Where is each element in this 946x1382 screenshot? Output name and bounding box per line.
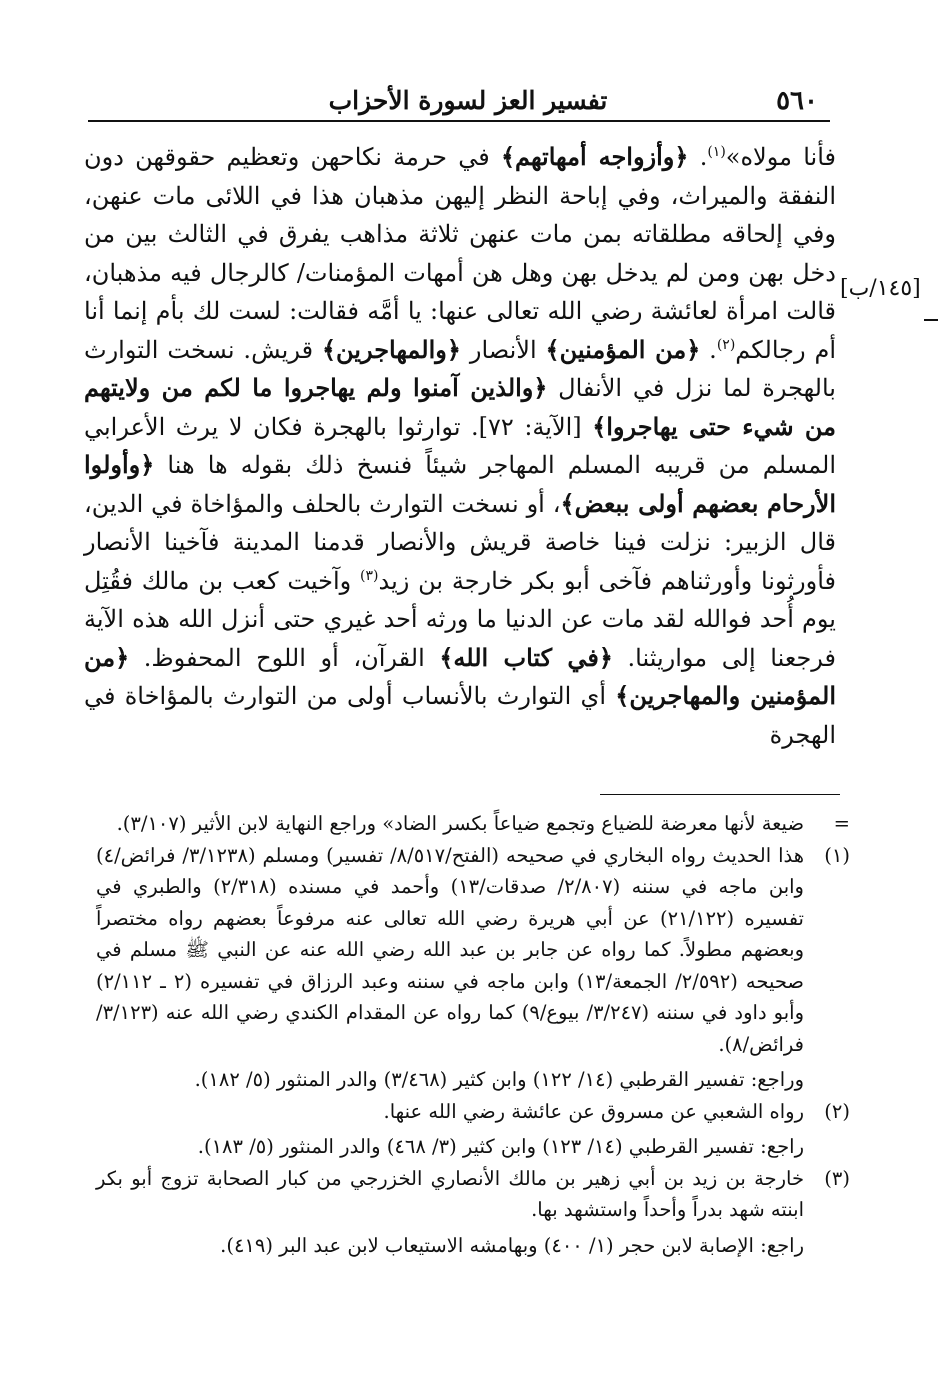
footnote-continuation xyxy=(96,808,850,840)
footnote-ref-2: (٢) xyxy=(716,336,736,353)
manuscript-folio-marker: [١٤٥/ب] xyxy=(840,276,921,301)
footnote-body xyxy=(96,1163,804,1262)
footnote-reference: راجع: الإصابة لابن حجر (١/ ٤٠٠) وبهامشه الاستيعاب لابن عبد البر (٤١٩). xyxy=(220,1233,804,1257)
quran-quote: ﴿وأولوا الأرحام بعضهم أولى ببعض﴾ xyxy=(84,450,836,518)
footnote-body xyxy=(96,840,804,1096)
text-segment: في حرمة نكاحهن وتعظيم حقوقهن دون النفقة والميراث، وفي إباحة النظر إليهن مذهبان هذا في اللائى مات عنهن، وفي إلحاقه مطلقاته بمن مات عنهن ثلاثة مذاهب يفرق في الثالث بين من دخل بهن ومن لم يدخل بهن وهل هن أمهات المؤمنات/ كالرجال فيه مذهبان، قالت امرأة لعائشة رضي الله تعالى عنها: يا أمَّه فقالت: لست لك بأم إنما أنا أم رجالكم xyxy=(84,143,837,364)
footnote-text: ضيعة لأنها معرضة للضياع وتجمع ضياعاً بكسر الضاد» وراجع النهاية لابن الأثير (٣/١٠٧). xyxy=(116,812,804,835)
footnote-2 xyxy=(96,1096,850,1163)
quran-quote: ﴿والمهاجرين﴾ xyxy=(321,334,461,364)
text-segment: . xyxy=(700,335,717,364)
footnote-reference: راجع: تفسير القرطبي (١٤/ ١٢٣) وابن كثير (٣/ ٤٦٨) والدر المنثور (٥/ ١٨٣). xyxy=(197,1135,804,1158)
text-segment: الأنصار xyxy=(460,335,546,364)
text-segment: ، أو نسخت التوارث بالحلف والمؤاخاة في الدين، قال الزبير: نزلت فينا خاصة قريش والأنصار قدمنا المدينة فآخينا الأنصار فأورثونا وأورثناهم فآخى أبو بكر خارجة بن زيد xyxy=(84,489,837,595)
footnote-3 xyxy=(96,1163,850,1262)
footnote-text: هذا الحديث رواه البخاري في صحيحه (الفتح/٨/٥١٧/ تفسير) ومسلم (٣/١٢٣٨/ فرائض/٤) وابن ماجه في سننه (٢/٨٠٧/ صدقات/١٣) وأحمد في مسنده (٢/٣١٨) والطبري في تفسيره (٢١/١٢٢) عن أبي هريرة رضي الله تعالى عنه مرفوعاً بعضهم رواه مختصراً وبعضهم مطولاً. كما رواه عن جابر بن عبد الله رضي الله عنه عن النبي ﷺ مسلم في صحيحه (٢/٥٩٢/ الجمعة/١٣) وابن ماجه في سننه وعبد الرزاق في تفسيره (٢ ـ ٢/١١٢) وأبو داود في سننه (٣/٢٤٧/ بيوع/٩) كما رواه عن المقدام الكندي رضي الله عنه (٣/١٢٣/ فرائض/٨). xyxy=(96,843,805,1056)
text-segment: . xyxy=(688,143,708,171)
text-segment: أي التوارث بالأنساب أولى من التوارث بالمؤاخاة في الهجرة xyxy=(84,682,836,749)
text-segment: [الآية: ٧٢]. توارثوا بالهجرة فكان لا يرث الأعرابي المسلم من قريبه المسلم المهاجر شيئاً فنسخ ذلك بقوله ها هنا xyxy=(84,412,836,479)
footnotes xyxy=(96,808,850,1261)
main-paragraph xyxy=(84,138,836,754)
footnote-mark: (١) xyxy=(824,843,850,867)
footnote-body xyxy=(96,808,804,840)
text-segment: قريش. نسخت التوارث بالهجرة لما نزل في الأنفال xyxy=(84,335,836,402)
text-segment: وآخيت كعب بن مالك فقُتِل يوم أُحد فوالله لقد مات عن الدنيا ما ورثه أحد غيري حتى أنزل الله هذه الآية فرجعنا إلى مواريثنا. xyxy=(84,566,836,672)
quran-quote: ﴿من المؤمنين﴾ xyxy=(545,334,701,364)
footnote-text: رواه الشعبي عن مسروق عن عائشة رضي الله عنها. xyxy=(383,1099,804,1123)
quran-quote: ﴿والذين آمنوا ولم يهاجروا ما لكم من ولايتهم من شيء حتى يهاجروا﴾ xyxy=(84,373,837,441)
footnote-divider xyxy=(600,794,840,795)
footnote-text: خارجة بن زيد بن أبي زهير بن مالك الأنصاري الخزرجي من كبار الصحابة تزوج أبو بكر ابنته شهد بدراً وأحداً واستشهد بها. xyxy=(96,1166,804,1221)
quran-quote: ﴿من المؤمنين والمهاجرين﴾ xyxy=(84,642,837,710)
margin-tick xyxy=(924,319,938,321)
footnote-mark: = xyxy=(833,812,850,835)
footnote-mark: (٢) xyxy=(824,1099,850,1123)
text-segment: القرآن، أو اللوح المحفوظ. xyxy=(129,643,440,672)
quran-quote: ﴿في كتاب الله﴾ xyxy=(439,642,613,672)
footnote-ref-3: (٣) xyxy=(360,567,379,584)
footnote-reference: وراجع: تفسير القرطبي (١٤/ ١٢٢) وابن كثير (٣/٤٦٨) والدر المنثور (٥/ ١٨٢). xyxy=(194,1068,804,1091)
page-number: ٥٦٠ xyxy=(776,86,818,116)
footnote-body xyxy=(96,1096,804,1163)
text-segment: فأنا مولاه» xyxy=(725,143,837,171)
footnote-ref-1: (١) xyxy=(707,144,726,160)
running-title: تفسير العز لسورة الأحزاب xyxy=(328,86,608,115)
footnote-mark: (٣) xyxy=(824,1166,850,1190)
footnote-1 xyxy=(96,840,850,1096)
quran-quote: ﴿وأزواجه أمهاتهم﴾ xyxy=(500,142,689,171)
main-text xyxy=(84,138,836,754)
page-header xyxy=(88,78,830,122)
